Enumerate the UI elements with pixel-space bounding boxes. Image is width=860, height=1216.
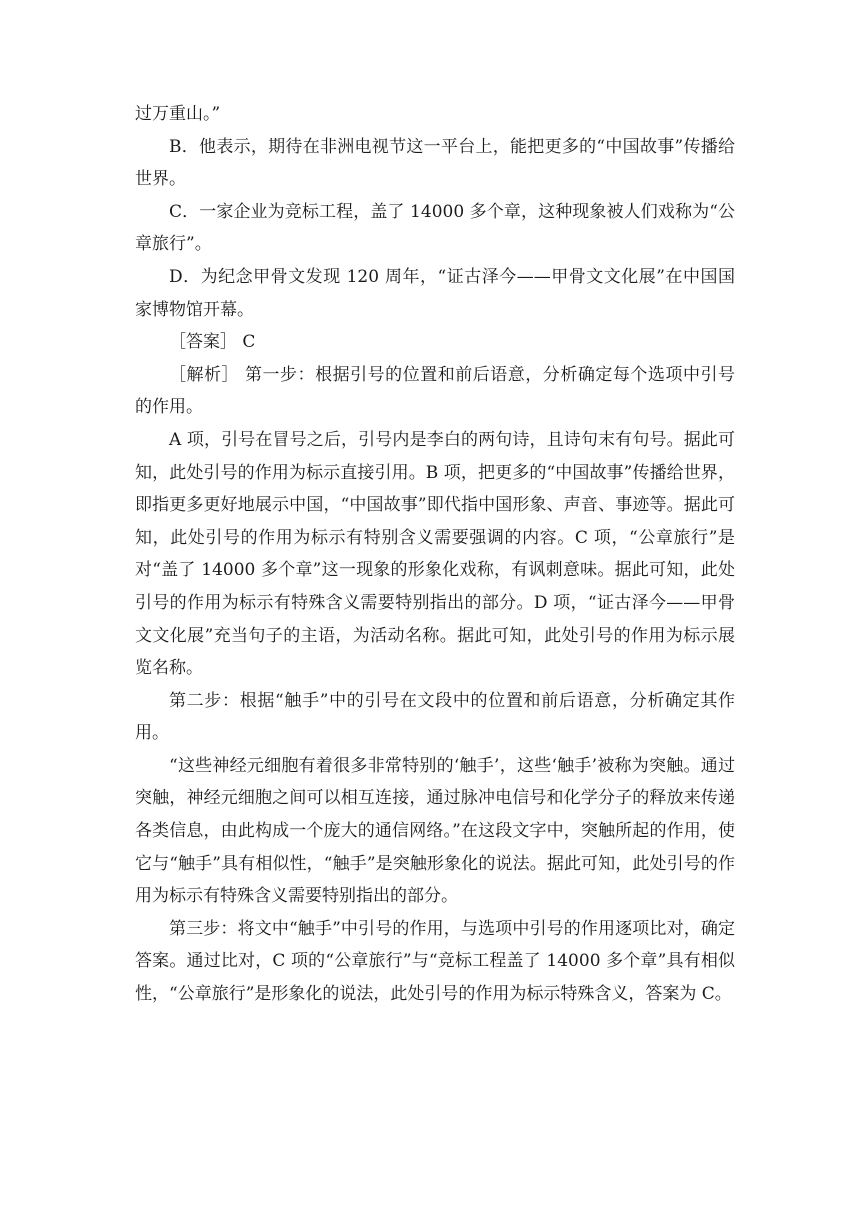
paragraph-continuation: 过万重山。” [135, 104, 221, 124]
option-b: B．他表示，期待在非洲电视节这一平台上，能把更多的“中国故事”传播给世界。 [135, 136, 735, 190]
analysis-step-2: 第二步：根据“触手”中的引号在文段中的位置和前后语意，分析确定其作用。 [135, 690, 735, 744]
analysis-step-3: 第三步：将文中“触手”中引号的作用，与选项中引号的作用逐项比对，确定答案。通过比对，C 项的“公章旅行”与“竞标工程盖了 14000 多个章”具有相似性，“公章旅行”是形象化的说法，此处引号的作用为标示特殊含义，答案为 C。 [135, 918, 735, 1005]
option-c: C．一家企业为竞标工程，盖了 14000 多个章，这种现象被人们戏称为“公章旅行”。 [135, 201, 735, 255]
analysis-options: A 项，引号在冒号之后，引号内是李白的两句诗，且诗句末有句号。据此可知，此处引号的作用为标示直接引用。B 项，把更多的“中国故事”传播给世界，即指更多更好地展示中国，“中国故事”即代指中国形象、声音、事迹等。据此可知，此处引号的作用为标示有特别含义需要强调的内容。C 项，“公章旅行”是对“盖了 14000 多个章”这一现象的形象化戏称，有讽刺意味。据此可知，此处引号的作用为标示有特殊含义需要特别指出的部分。D 项，“证古泽今——甲骨文文化展”充当句子的主语，为活动名称。据此可知，此处引号的作用为标示展览名称。 [135, 429, 735, 679]
analysis-quote: “这些神经元细胞有着很多非常特别的‘触手’，这些‘触手’被称为突触。通过突触，神经元细胞之间可以相互连接，通过脉冲电信号和化学分子的释放来传递各类信息，由此构成一个庞大的通信网络。”在这段文字中，突触所起的作用，使它与“触手”具有相似性，“触手”是突触形象化的说法。据此可知，此处引号的作用为标示有特殊含义需要特别指出的部分。 [135, 755, 735, 907]
answer: ［答案］ C [169, 332, 256, 353]
analysis-step-1: ［解析］ 第一步：根据引号的位置和前后语意，分析确定每个选项中引号的作用。 [135, 364, 735, 418]
document-body [135, 98, 735, 1011]
option-d: D．为纪念甲骨文发现 120 周年，“证古泽今——甲骨文文化展”在中国国家博物馆开幕。 [135, 266, 735, 320]
